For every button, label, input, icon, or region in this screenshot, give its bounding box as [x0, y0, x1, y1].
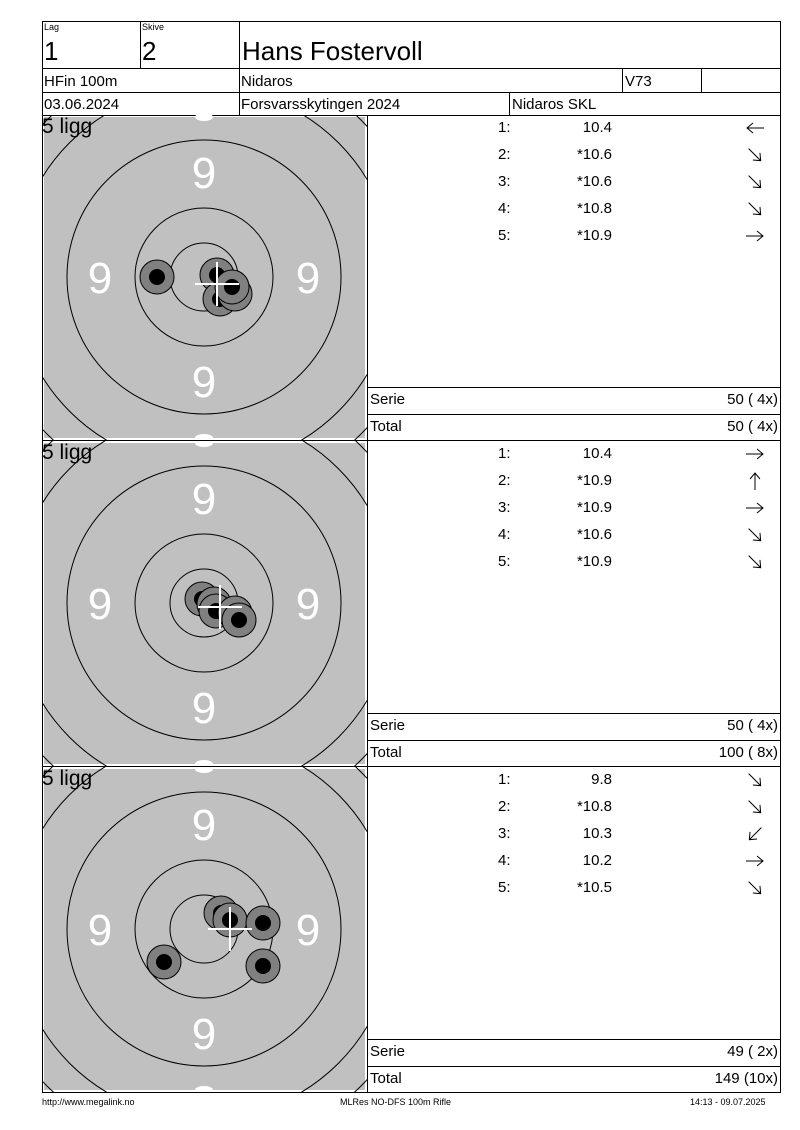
ring-number-label: 9 — [191, 475, 217, 524]
shot-score: 10.4 — [582, 119, 612, 136]
direction-arrow-icon — [742, 797, 768, 817]
ring-number-label: 9 — [295, 254, 321, 303]
serie-total-label: Serie — [370, 717, 406, 734]
position-label: 5 ligg — [42, 115, 93, 138]
series-section — [42, 115, 781, 441]
class-label: HFin 100m — [44, 73, 118, 90]
shot-score: *10.8 — [576, 798, 612, 815]
lag-value: 1 — [44, 36, 59, 66]
serie-total-label: Serie — [370, 1043, 406, 1060]
shot-score: *10.9 — [576, 553, 612, 570]
serie-total-row — [367, 387, 781, 413]
event-label: Forsvarsskytingen 2024 — [241, 96, 401, 113]
serie-total-row — [367, 1039, 781, 1065]
shot-number: 5: — [498, 227, 511, 244]
direction-arrow-icon — [742, 471, 768, 491]
shot-number: 3: — [498, 173, 511, 190]
shot-row — [498, 226, 778, 246]
direction-arrow-icon — [742, 878, 768, 898]
footer-timestamp: 14:13 - 09.07.2025 — [690, 1097, 766, 1107]
weapon-label: V73 — [625, 73, 652, 90]
shot-mark — [222, 603, 256, 637]
ring-number-label: 9 — [87, 580, 113, 629]
running-total-value: 100 ( 8x) — [718, 744, 778, 761]
serie-total-label: Serie — [370, 391, 406, 408]
series-section — [42, 767, 781, 1093]
shot-row — [498, 145, 778, 165]
direction-arrow-icon — [742, 145, 768, 165]
shot-mark — [215, 270, 249, 304]
position-label: 5 ligg — [42, 441, 93, 464]
target-image — [42, 441, 367, 766]
shot-score: *10.5 — [576, 879, 612, 896]
ring-number-label: 9 — [295, 580, 321, 629]
serie-total-value: 50 ( 4x) — [727, 717, 778, 734]
series-section — [42, 441, 781, 767]
shot-score: *10.6 — [576, 173, 612, 190]
ring-number-label: 9 — [191, 801, 217, 850]
ring-number-label: 9 — [87, 906, 113, 955]
shot-row — [498, 824, 778, 844]
shot-score: *10.6 — [576, 146, 612, 163]
direction-arrow-icon — [742, 498, 768, 518]
skive-label: Skive — [142, 22, 165, 32]
shot-number: 1: — [498, 445, 511, 462]
running-total-row — [367, 1066, 781, 1092]
shot-score: *10.9 — [576, 227, 612, 244]
ring-number-label: 9 — [87, 254, 113, 303]
running-total-label: Total — [370, 744, 402, 761]
shot-score: 9.8 — [591, 771, 612, 788]
shot-row — [498, 172, 778, 192]
direction-arrow-icon — [742, 552, 768, 572]
running-total-row — [367, 740, 781, 766]
direction-arrow-icon — [742, 770, 768, 790]
shot-number: 4: — [498, 852, 511, 869]
organizer-label: Nidaros SKL — [512, 96, 597, 113]
running-total-value: 50 ( 4x) — [727, 418, 778, 435]
club-label: Nidaros — [241, 73, 293, 90]
direction-arrow-icon — [742, 851, 768, 871]
shot-row — [498, 552, 778, 572]
shot-row — [498, 498, 778, 518]
shot-row — [498, 199, 778, 219]
shot-number: 2: — [498, 798, 511, 815]
shot-row — [498, 851, 778, 871]
direction-arrow-icon — [742, 172, 768, 192]
serie-total-value: 49 ( 2x) — [727, 1043, 778, 1060]
serie-total-value: 50 ( 4x) — [727, 391, 778, 408]
shot-score: 10.4 — [582, 445, 612, 462]
footer-url: http://www.megalink.no — [42, 1097, 135, 1107]
shot-number: 4: — [498, 526, 511, 543]
shot-number: 3: — [498, 499, 511, 516]
running-total-label: Total — [370, 1070, 402, 1087]
direction-arrow-icon — [742, 824, 768, 844]
shot-row — [498, 797, 778, 817]
ring-number-label: 9 — [295, 906, 321, 955]
ring-number-label: 9 — [191, 358, 217, 407]
date-label: 03.06.2024 — [44, 96, 120, 113]
shot-score: *10.8 — [576, 200, 612, 217]
shot-row — [498, 471, 778, 491]
direction-arrow-icon — [742, 525, 768, 545]
shot-number: 3: — [498, 825, 511, 842]
shot-number: 1: — [498, 771, 511, 788]
direction-arrow-icon — [742, 118, 768, 138]
shot-score: *10.9 — [576, 472, 612, 489]
shot-number: 4: — [498, 200, 511, 217]
running-total-row — [367, 414, 781, 440]
direction-arrow-icon — [742, 199, 768, 219]
ring-number-label: 9 — [191, 684, 217, 733]
running-total-label: Total — [370, 418, 402, 435]
direction-arrow-icon — [742, 444, 768, 464]
shot-score: *10.6 — [576, 526, 612, 543]
shot-number: 2: — [498, 472, 511, 489]
lag-label: Lag — [44, 22, 60, 32]
shot-mark — [140, 260, 174, 294]
shot-row — [498, 878, 778, 898]
shot-score: 10.3 — [582, 825, 612, 842]
target-image — [42, 767, 367, 1092]
serie-total-row — [367, 713, 781, 739]
shot-score: *10.9 — [576, 499, 612, 516]
position-label: 5 ligg — [42, 767, 93, 790]
shot-row — [498, 525, 778, 545]
shot-row — [498, 770, 778, 790]
running-total-value: 149 (10x) — [714, 1070, 778, 1087]
footer-software: MLRes NO-DFS 100m Rifle — [340, 1097, 452, 1107]
ring-number-label: 9 — [191, 149, 217, 198]
shot-row — [498, 118, 778, 138]
direction-arrow-icon — [742, 226, 768, 246]
skive-value: 2 — [142, 36, 157, 66]
shot-number: 5: — [498, 553, 511, 570]
shot-number: 5: — [498, 879, 511, 896]
shooter-name: Hans Fostervoll — [242, 36, 423, 66]
shot-row — [498, 444, 778, 464]
shot-number: 2: — [498, 146, 511, 163]
shot-number: 1: — [498, 119, 511, 136]
target-image — [42, 115, 367, 440]
shot-score: 10.2 — [582, 852, 612, 869]
shot-mark — [147, 945, 181, 979]
shot-mark — [246, 949, 280, 983]
shot-mark — [246, 906, 280, 940]
ring-number-label: 9 — [191, 1010, 217, 1059]
